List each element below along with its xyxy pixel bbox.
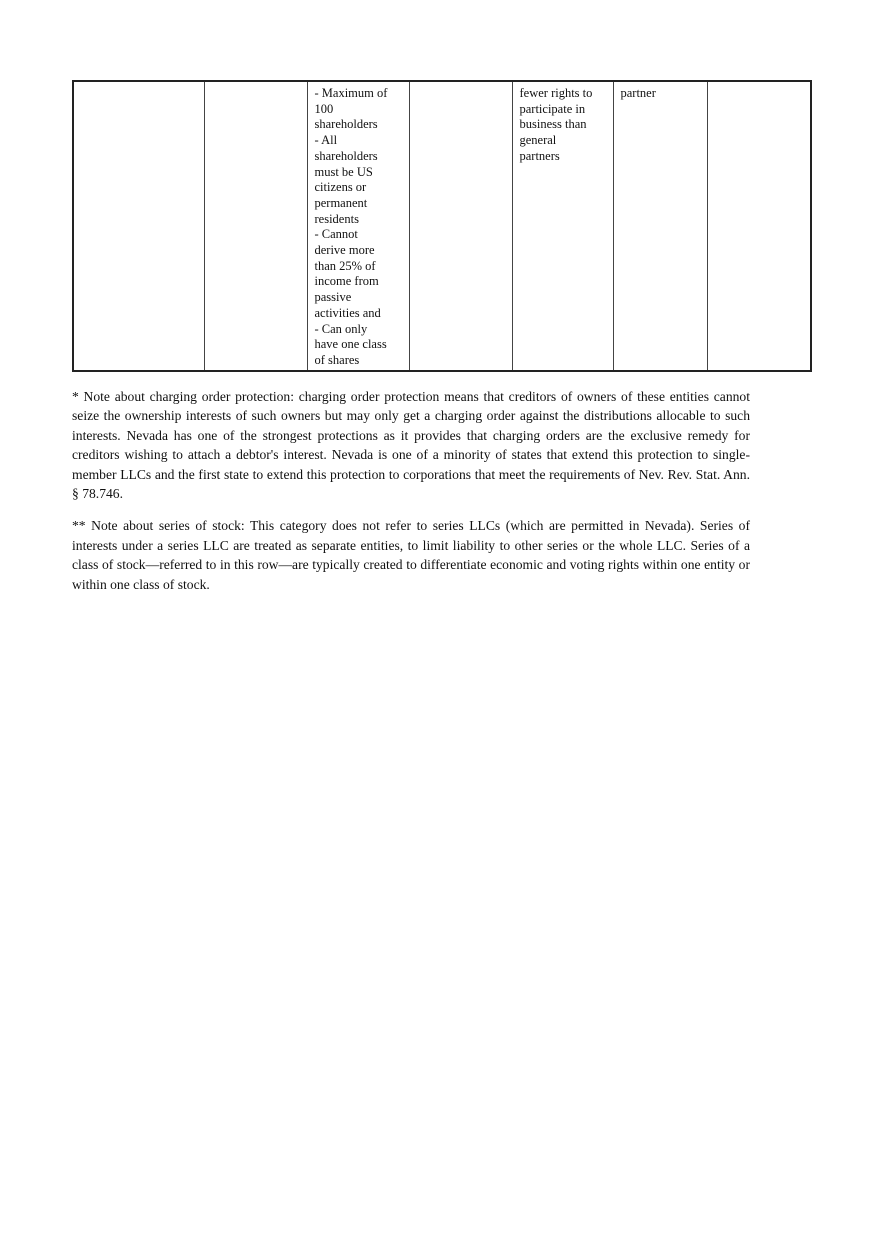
table-cell-s-corp-restrictions: - Maximum of 100 shareholders - All shareholders must be US citizens or permanent residents - Cannot derive more than 25% of income from passive activities and - Can only have one class of shares [307, 81, 409, 371]
table-cell-limited-partners-rights: fewer rights to participate in business than general partners [512, 81, 613, 371]
table-cell-col1 [73, 81, 204, 371]
table-cell-col7 [707, 81, 811, 371]
note-series-of-stock: ** Note about series of stock: This category does not refer to series LLCs (which are permitted in Nevada). Series of interests under a series LLC are treated as separate entities, to limit liability to other series or the whole LLC. Series of a class of stock—referred to in this row—are typically created to differentiate economic and voting rights within one entity or within one class of stock. [72, 518, 750, 592]
table-cell-partner: partner [613, 81, 707, 371]
table-cell-col4 [409, 81, 512, 371]
entity-comparison-table-continued [72, 80, 812, 372]
note-charging-order-protection: * Note about charging order protection: charging order protection means that creditors of owners of these entities cannot seize the ownership interests of such owners but may only get a charging order against the distributions allocable to such interests. Nevada has one of the strongest protections as it provides that charging orders are the exclusive remedy for creditors wishing to attach a debtor's interest. Nevada is one of a minority of states that extend this protection to single-member LLCs and the first state to extend this protection to corporations that meet the requirements of Nev. Rev. Stat. Ann. § 78.746. [72, 389, 750, 502]
table-row [73, 81, 811, 371]
table-cell-col2 [204, 81, 307, 371]
footnotes [72, 387, 750, 607]
